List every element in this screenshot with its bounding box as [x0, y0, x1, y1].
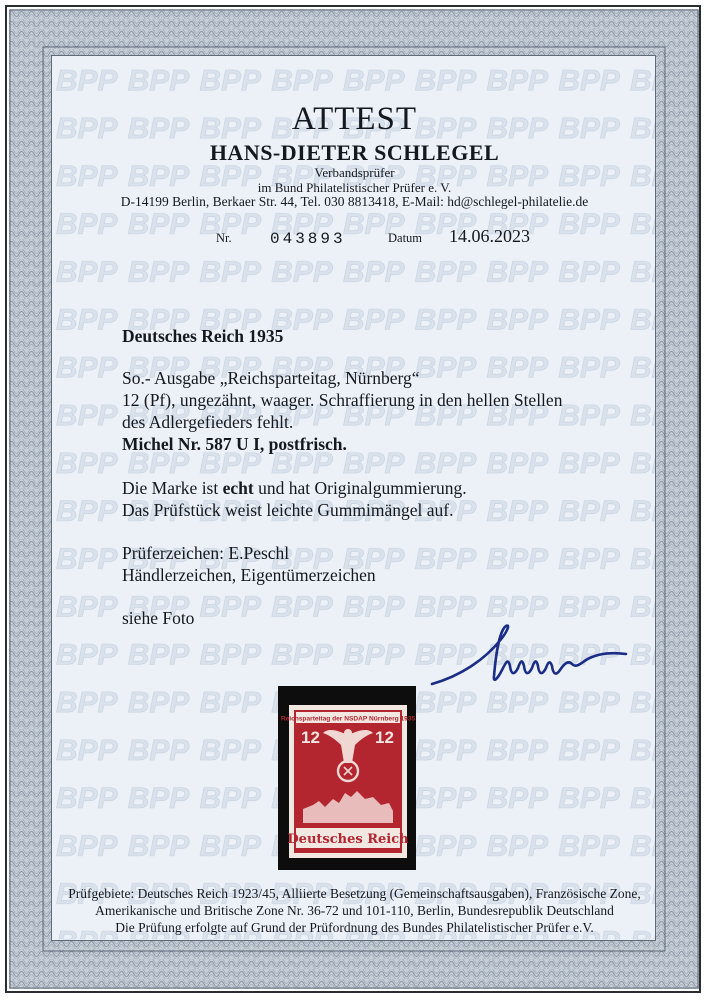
stamp-bottom-text: Deutsches Reich: [287, 832, 409, 847]
examiner-marks: Prüferzeichen: E.Peschl: [122, 543, 290, 563]
footer-line-3: Die Prüfung erfolgte auf Grund der Prüfordnung des Bundes Philatelistischer Prüfer e.V.: [115, 920, 594, 935]
footer-line-2: Amerikanische und Britische Zone Nr. 36-72 und 101-110, Berlin, Bundesrepublik Deutschland: [95, 903, 614, 918]
see-photo-note: siehe Foto: [122, 608, 195, 628]
certificate-date: 14.06.2023: [449, 226, 530, 246]
authenticity-text-2: und hat Originalgummierung.: [253, 478, 467, 498]
examiner-signature: [430, 618, 640, 696]
date-label: Datum: [388, 231, 423, 245]
stamp-value-left: 12: [301, 728, 320, 747]
stamp-image: [280, 705, 416, 858]
authenticity-genuine: echt: [222, 478, 254, 498]
examiner-address: D-14199 Berlin, Berkaer Str. 44, Tel. 030 8813418, E-Mail: hd@schlegel-philatelie.de: [120, 194, 589, 209]
authenticity-statement: [122, 478, 467, 499]
condition-statement: Das Prüfstück weist leichte Gummimängel auf.: [122, 500, 454, 520]
certificate-body: [51, 55, 656, 941]
footer-line-1: Prüfgebiete: Deutsches Reich 1923/45, Alliierte Besetzung (Gemeinschaftsausgaben), Französische Zone,: [68, 886, 641, 901]
certificate-number: 043893: [270, 230, 346, 248]
examiner-name: HANS-DIETER SCHLEGEL: [209, 140, 500, 165]
number-label: Nr.: [216, 231, 232, 245]
dealer-marks: Händlerzeichen, Eigentümerzeichen: [122, 565, 376, 585]
description-line-1: So.- Ausgabe „Reichsparteitag, Nürnberg“: [122, 368, 420, 388]
examiner-role: Verbandsprüfer: [314, 165, 395, 180]
issue-heading: Deutsches Reich 1935: [122, 326, 284, 346]
stamp-eagle-head: [344, 729, 352, 737]
description-line-3: des Adlergefieders fehlt.: [122, 412, 294, 432]
stamp-top-text: Reichsparteitag der NSDAP Nürnberg 1935: [280, 715, 416, 723]
description-line-2: 12 (Pf), ungezähnt, waager. Schraffierung in den hellen Stellen: [122, 390, 563, 410]
authenticity-text-1: Die Marke ist: [122, 478, 223, 498]
examiner-association: im Bund Philatelistischer Prüfer e. V.: [257, 180, 452, 195]
stamp-value-right: 12: [375, 728, 394, 747]
certificate-title: ATTEST: [291, 101, 418, 137]
catalog-number: Michel Nr. 587 U I, postfrisch.: [122, 434, 347, 454]
